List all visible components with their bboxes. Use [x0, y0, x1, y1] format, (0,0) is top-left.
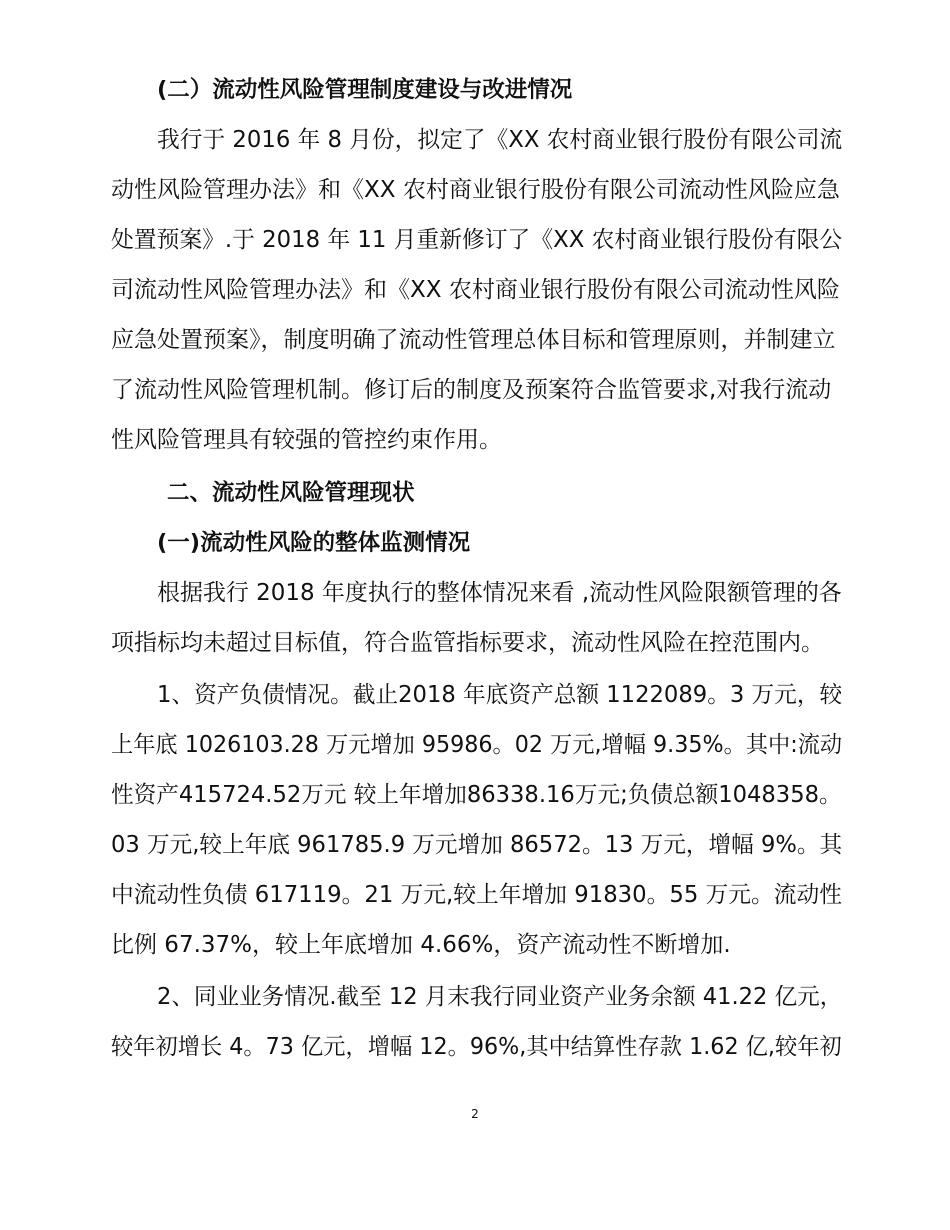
paragraph-line: 中流动性负债 617119。21 万元,较上年增加 91830。55 万元。流动性	[111, 882, 843, 908]
paragraph-line: 1、资产负债情况。截止2018 年底资产总额 1122089。3 万元，较	[157, 682, 843, 708]
section-heading-current-status: 二、流动性风险管理现状	[167, 480, 415, 506]
paragraph-line: 处置预案》.于 2018 年 11 月重新修订了《XX 农村商业银行股份有限公	[111, 227, 843, 253]
paragraph-line: 2、同业业务情况.截至 12 月末我行同业资产业务余额 41.22 亿元，	[157, 984, 843, 1010]
paragraph-line: 较年初增长 4。73 亿元，增幅 12。96%,其中结算性存款 1.62 亿,较年初	[111, 1034, 842, 1060]
paragraph-line: 根据我行 2018 年度执行的整体情况来看 ,流动性风险限额管理的各	[157, 580, 842, 606]
paragraph-line: 司流动性风险管理办法》和《XX 农村商业银行股份有限公司流动性风险	[111, 277, 840, 303]
paragraph-line: 动性风险管理办法》和《XX 农村商业银行股份有限公司流动性风险应急	[111, 177, 840, 203]
paragraph-line: 上年底 1026103.28 万元增加 95986。02 万元,增幅 9.35%。其中:流动	[111, 732, 843, 758]
subsection-heading-institution-building: (二）流动性风险管理制度建设与改进情况	[157, 77, 573, 103]
subsection-heading-overall-monitoring: (一)流动性风险的整体监测情况	[157, 530, 471, 556]
paragraph-line: 我行于 2016 年 8 月份，拟定了《XX 农村商业银行股份有限公司流	[157, 127, 843, 153]
paragraph-line: 项指标均未超过目标值，符合监管指标要求，流动性风险在控范围内。	[111, 630, 824, 656]
paragraph-line: 了流动性风险管理机制。修订后的制度及预案符合监管要求,对我行流动	[111, 377, 832, 403]
paragraph-line: 比例 67.37%，较上年底增加 4.66%，资产流动性不断增加.	[111, 932, 731, 958]
paragraph-line: 03 万元,较上年底 961785.9 万元增加 86572。13 万元，增幅 9%。其	[111, 832, 843, 858]
paragraph-line: 性资产415724.52万元 较上年增加86338.16万元;负债总额1048358。	[111, 782, 842, 808]
page-number: 2	[471, 1107, 479, 1121]
paragraph-line: 应急处置预案》，制度明确了流动性管理总体目标和管理原则，并制建立	[111, 327, 836, 353]
paragraph-line: 性风险管理具有较强的管控约束作用。	[111, 427, 502, 453]
